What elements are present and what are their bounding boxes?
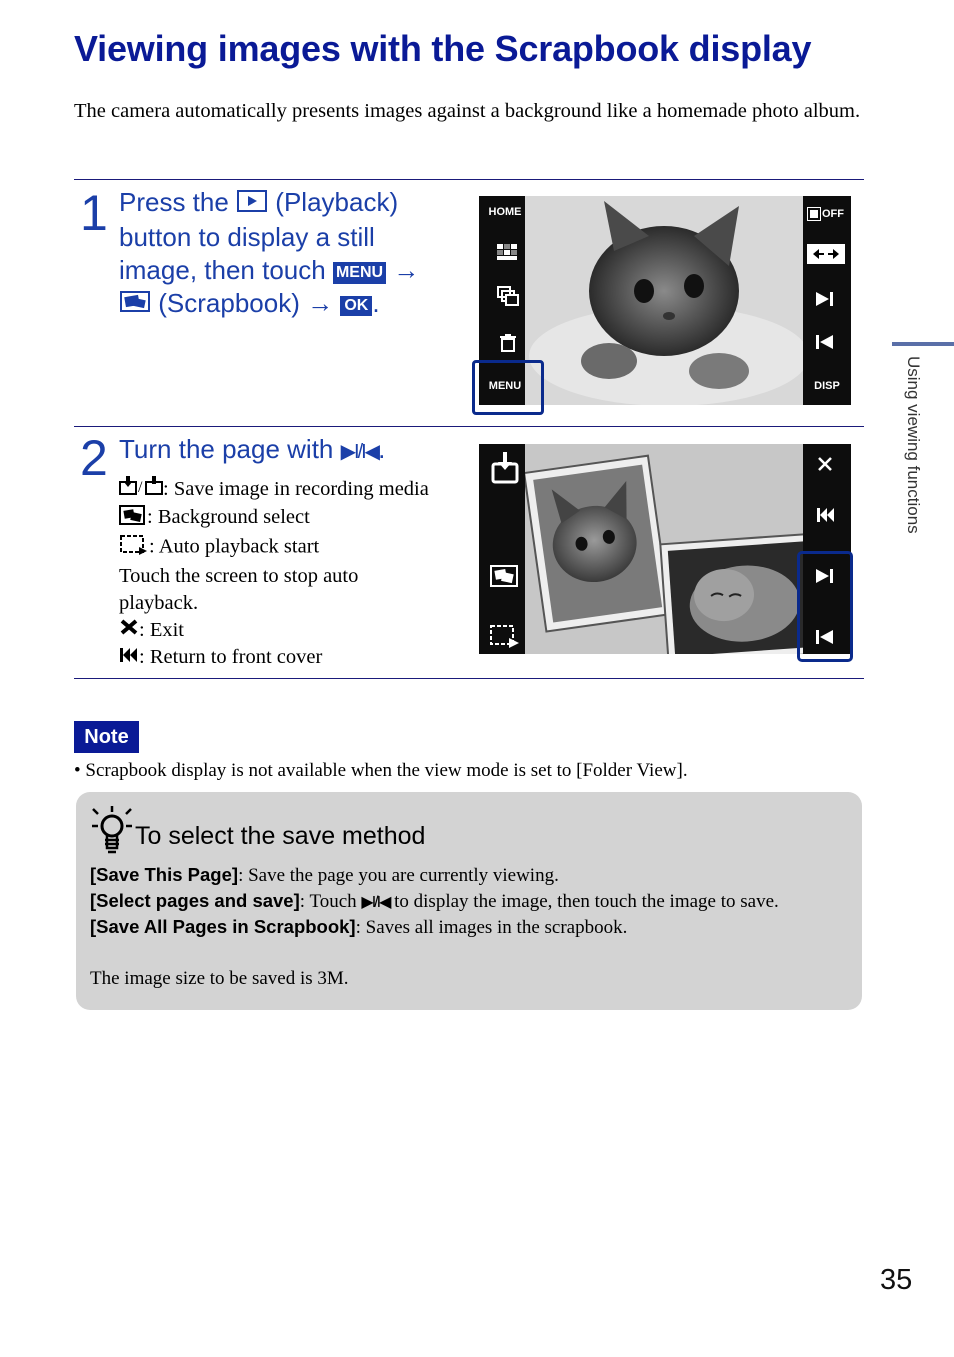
next-prev-icon: ▶I/I◀ [340,441,379,463]
arrow-icon: → [393,254,420,285]
menu-button[interactable]: MENU [488,380,522,392]
next-prev-icon: ▶I/I◀ [361,894,390,911]
playback-icon [236,188,268,221]
divider [74,426,864,427]
close-icon[interactable] [817,456,833,477]
tip-line-save-all: [Save All Pages in Scrapbook]: Saves all images in the scrapbook. [90,916,628,938]
step-number: 2 [80,430,108,486]
legend-front-cover: : Return to front cover [119,644,429,672]
tip-line-image-size: The image size to be saved is 3M. [90,968,349,989]
save-icon [119,476,163,504]
step2-heading-text: Turn the page with [119,434,334,464]
scrapbook-icon [119,288,151,321]
off-toggle[interactable]: OFF [807,206,847,222]
tip-line-save-this-page: [Save This Page]: Save the page you are currently viewing. [90,864,559,886]
zoom-toggle-icon[interactable] [807,244,845,264]
ok-icon: OK [340,296,372,316]
period: . [372,287,380,318]
legend-save: / : Save image in recording media [119,476,429,504]
front-cover-icon[interactable] [816,506,836,529]
page-title: Viewing images with the Scrapbook display [74,28,812,69]
scrapbook-page [479,444,851,654]
background-select-icon [119,505,147,533]
home-button[interactable]: HOME [488,206,522,218]
intro-text: The camera automatically presents images against a background like a homemade photo album. [74,100,861,122]
camera-screen-scrapbook [479,444,851,654]
save-icon[interactable] [491,452,519,489]
arrow-icon: → [307,287,334,318]
step1-line1b: (Playback) [275,187,399,217]
menu-highlight [472,360,544,415]
background-select-icon[interactable] [489,564,519,593]
tip-title: To select the save method [135,822,426,850]
legend-auto-playback: : Auto playback start [119,533,429,563]
step-number: 1 [80,185,108,241]
index-icon[interactable] [497,244,517,265]
section-tab-bar [892,342,954,346]
step1-scrapbook: (Scrapbook) [158,287,300,318]
delete-icon[interactable] [500,334,516,357]
note-text: • Scrapbook display is not available when the view mode is set to [Folder View]. [74,760,688,781]
page-number: 35 [880,1264,913,1296]
prev-icon[interactable] [816,334,834,355]
tip-box [76,792,862,1010]
divider [74,678,864,679]
menu-icon: MENU [333,262,386,284]
step1-line3: image, then touch [119,254,326,285]
close-icon [119,617,139,644]
disp-button[interactable]: DISP [814,380,840,392]
auto-playback-icon [119,533,149,563]
hint-icon [90,804,134,861]
front-cover-icon [119,645,139,672]
step1-instructions [119,186,469,321]
note-badge: Note [74,721,139,753]
section-label: Using viewing functions [904,356,923,534]
slideshow-icon[interactable] [497,286,519,313]
legend-touch-note-2: playback. [119,591,199,614]
legend-touch-note: Touch the screen to stop auto [119,564,359,587]
svg-text:/: / [138,479,143,497]
step2-legend [119,476,429,672]
step1-line1a: Press the [119,187,229,217]
step1-line2: button to display a still [119,221,375,252]
step2-heading [119,433,385,469]
divider [74,179,864,180]
period: . [378,434,386,464]
next-icon[interactable] [816,291,834,312]
legend-exit: : Exit [119,617,429,645]
auto-playback-icon[interactable] [489,624,521,654]
next-prev-highlight [797,551,853,662]
tip-line-select-pages: [Select pages and save]: Touch ▶I/I◀ to display the image, then touch the image to save. [90,890,779,912]
legend-background: : Background select [119,504,429,532]
